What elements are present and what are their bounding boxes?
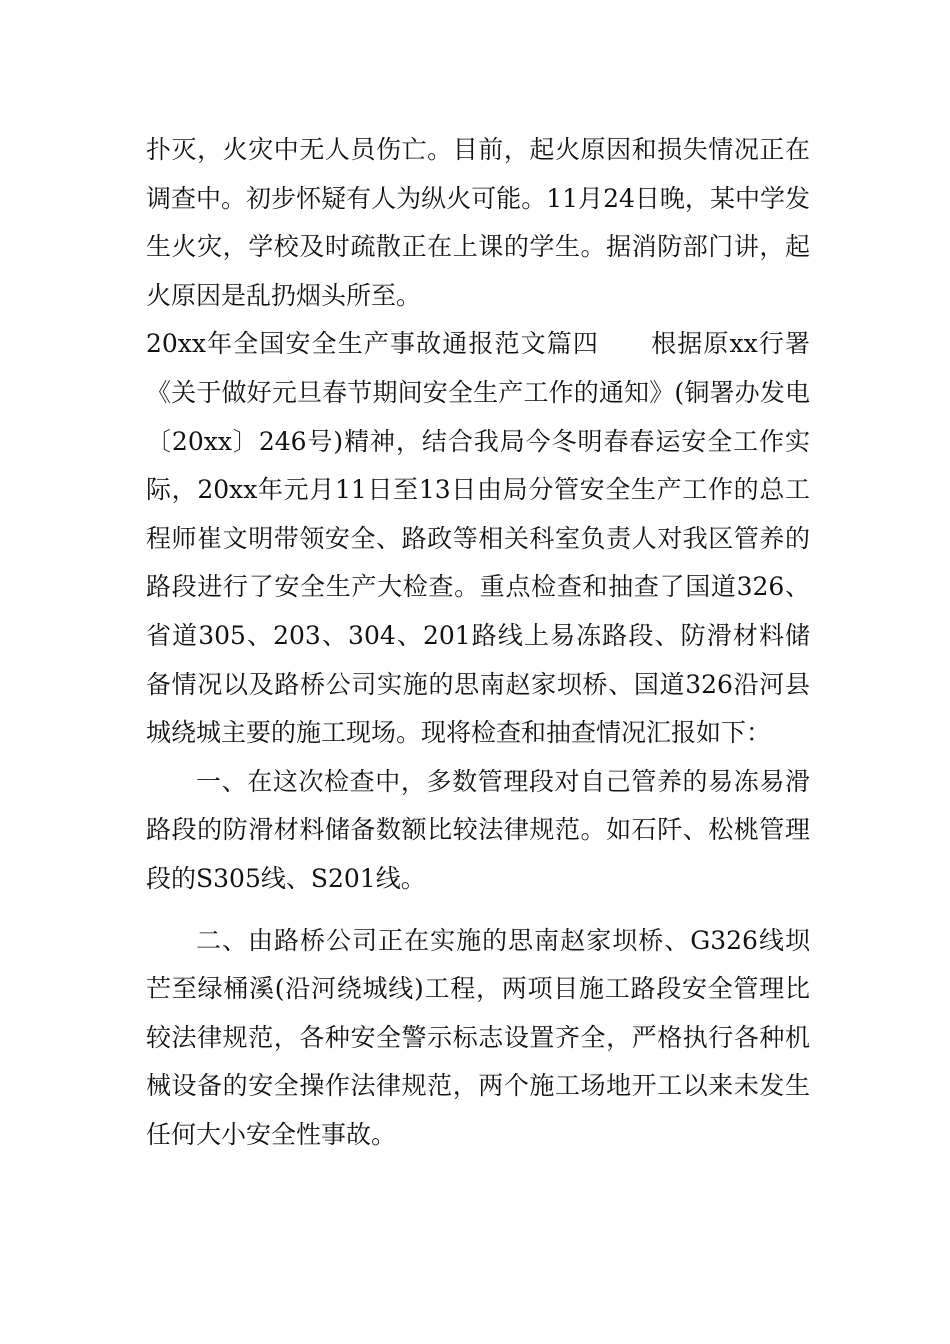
paragraph-fire-report: 扑灭，火灾中无人员伤亡。目前，起火原因和损失情况正在调查中。初步怀疑有人为纵火可能。11月24日晚，某中学发生火灾，学校及时疏散正在上课的学生。据消防部门讲，起火原因是乱扔烟头所至。: [146, 135, 810, 310]
paragraph-section-four: 20xx年全国安全生产事故通报范文篇四 根据原xx行署《关于做好元旦春节期间安全生产工作的通知》(铜署办发电〔20xx〕246号)精神，结合我局今冬明春春运安全工作实际，20xx年元月11日至13日由局分管安全生产工作的总工程师崔文明带领安全、路政等相关科室负责人对我区管养的路段进行了安全生产大检查。重点检查和抽查了国道326、省道305、203、304、201路线上易冻路段、防滑材料储备情况以及路桥公司实施的思南赵家坝桥、国道326沿河县城绕城主要的施工现场。现将检查和抽查情况汇报如下：: [146, 329, 810, 748]
paragraph-item-one: 一、在这次检查中，多数管理段对自己管养的易冻易滑路段的防滑材料储备数额比较法律规范。如石阡、松桃管理段的S305线、S201线。: [146, 766, 810, 893]
document-body: [146, 126, 810, 1159]
paragraph-item-two: 二、由路桥公司正在实施的思南赵家坝桥、G326线坝芒至绿桶溪(沿河绕城线)工程，两项目施工路段安全管理比较法律规范，各种安全警示标志设置齐全，严格执行各种机械设备的安全操作法律规范，两个施工场地开工以来未发生任何大小安全性事故。: [146, 925, 810, 1149]
